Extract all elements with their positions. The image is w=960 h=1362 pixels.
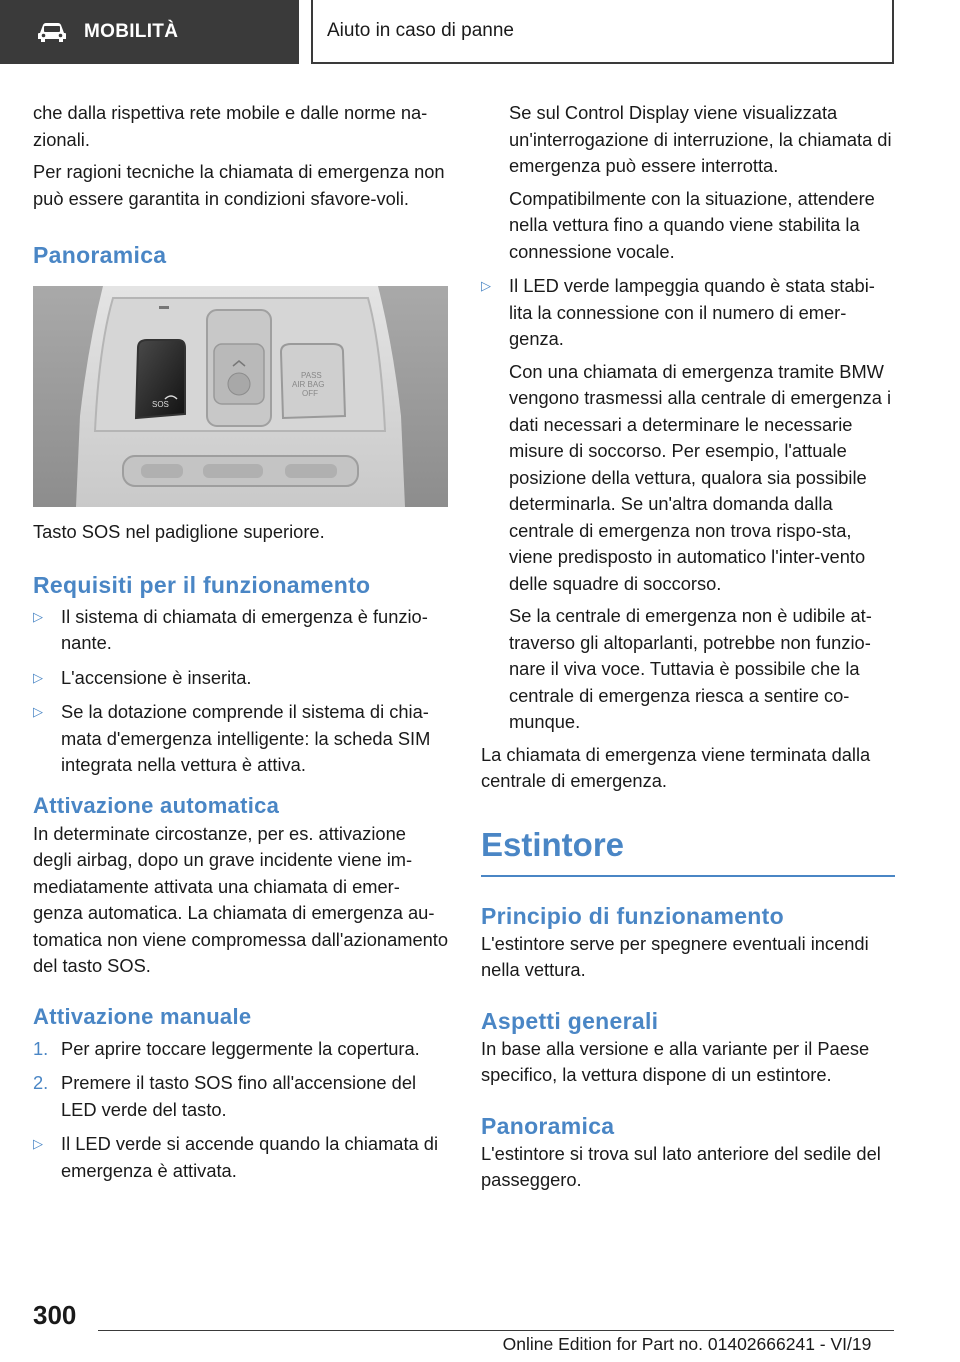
- list-item: 1. Per aprire toccare leggermente la copertura.: [33, 1037, 420, 1059]
- right-column: [481, 100, 895, 1194]
- paragraph: Con una chiamata di emergenza tramite BMW vengono trasmessi alla centrale di emergenza i dati necessari a determinare le necessarie misure di soccorso. Per esempio, l'attuale posizione della vettura, qualora sia possibile determinarla. Se un'altra domanda dalla centrale di emergenza non trova rispo-sta, viene predisposto in automatico l'inter-vento delle squadre di soccorso.: [509, 360, 892, 594]
- list-item: 2. Premere il tasto SOS fino all'accensione del LED verde del tasto.: [33, 1072, 417, 1120]
- heading-aspetti-generali: Aspetti generali: [481, 1007, 659, 1034]
- triangle-bullet-icon: ▷: [33, 608, 43, 624]
- heading-panoramica-estintore: Panoramica: [481, 1112, 615, 1139]
- heading-attivazione-manuale: Attivazione manuale: [33, 1003, 252, 1029]
- heading-principio: Principio di funzionamento: [481, 902, 784, 929]
- paragraph: L'estintore si trova sul lato anteriore del sedile del passeggero.: [481, 1142, 881, 1190]
- sos-label: SOS: [152, 400, 169, 409]
- footer-divider: [98, 1330, 894, 1331]
- airbag-label: AIR BAG: [292, 380, 325, 389]
- photo-caption: Tasto SOS nel padiglione superiore.: [33, 521, 325, 542]
- triangle-bullet-icon: ▷: [33, 669, 43, 685]
- sos-button-photo: [33, 286, 448, 507]
- list-item: ▷ Il sistema di chiamata di emergenza è funzio-nante.: [33, 604, 449, 657]
- page-number: 300: [33, 1300, 77, 1330]
- paragraph: Se la centrale di emergenza non è udibile at-traverso gli altoparlanti, potrebbe non funzio-nare il viva voce. Tuttavia è possibile che la centrale di emergenza riesca a sentire co-munque.: [509, 605, 872, 732]
- triangle-bullet-icon: ▷: [33, 704, 43, 719]
- header-section-tab: [0, 0, 299, 64]
- paragraph: L'estintore serve per spegnere eventuali incendi nella vettura.: [481, 932, 869, 980]
- chapter-title-box: [311, 0, 894, 64]
- heading-panoramica: Panoramica: [33, 242, 167, 268]
- heading-requisiti: Requisiti per il funzionamento: [33, 571, 371, 598]
- list-item: ▷ Il LED verde lampeggia quando è stata stabi-lita la connessione con il numero di emer-genza.: [481, 273, 895, 353]
- chapter-title: Aiuto in caso di panne: [327, 20, 514, 41]
- paragraph: La chiamata di emergenza viene terminata dalla centrale di emergenza.: [481, 743, 871, 791]
- paragraph: Se sul Control Display viene visualizzata un'interrogazione di interruzione, la chiamata di emergenza può essere interrotta.: [509, 102, 892, 176]
- paragraph: Per ragioni tecniche la chiamata di emergenza non può essere garantita in condizioni sfavore-voli.: [33, 161, 445, 209]
- list-item: ▷ Il LED verde si accende quando la chiamata di emergenza è attivata.: [33, 1131, 449, 1184]
- heading-estintore: Estintore: [481, 825, 895, 877]
- left-column: [33, 100, 449, 1192]
- list-item: ▷ Se la dotazione comprende il sistema di chia-mata d'emergenza intelligente: la scheda SIM integrata nella vettura è attiva.: [33, 699, 449, 779]
- paragraph: In base alla versione e alla variante per il Paese specifico, la vettura dispone di un estintore.: [481, 1037, 870, 1085]
- triangle-bullet-icon: ▷: [481, 278, 491, 293]
- list-item: ▷ L'accensione è inserita.: [33, 665, 449, 692]
- pass-label: PASS: [301, 371, 322, 380]
- footer-edition: Online Edition for Part no. 01402666241 - VI/19: [502, 1334, 872, 1354]
- paragraph: Compatibilmente con la situazione, attendere nella vettura fino a quando viene stabilita la connessione vocale.: [509, 187, 875, 262]
- section-label: MOBILITÀ: [84, 21, 179, 42]
- car-icon: [36, 20, 68, 44]
- paragraph: In determinate circostanze, per es. attivazione degli airbag, dopo un grave incidente viene im-mediatamente attivata una chiamata di emer-genza automatica. La chiamata di emergenza au-tomatica non viene compromessa dall'azionamento del tasto SOS.: [33, 822, 449, 976]
- triangle-bullet-icon: ▷: [33, 1136, 43, 1151]
- off-label: OFF: [302, 389, 318, 398]
- heading-attivazione-automatica: Attivazione automatica: [33, 792, 280, 818]
- paragraph: che dalla rispettiva rete mobile e dalle norme na-zionali.: [33, 102, 428, 150]
